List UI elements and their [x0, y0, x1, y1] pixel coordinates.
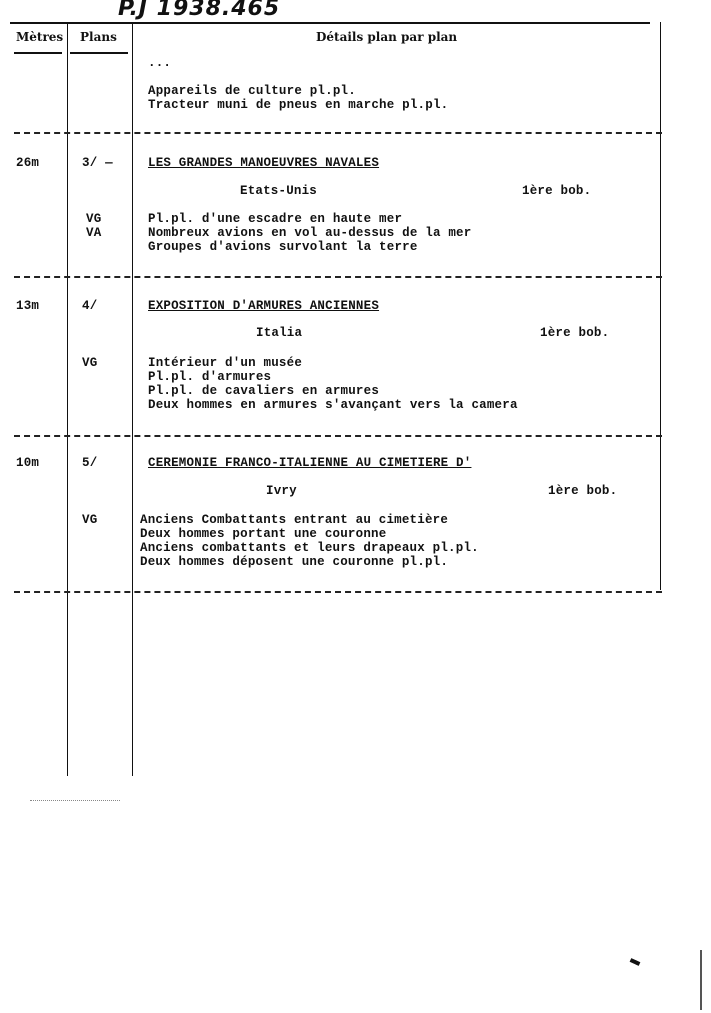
continuation-ellipsis: ... — [148, 56, 172, 70]
section-plan-number: 4/ — [82, 299, 98, 313]
shot-code: VA — [86, 226, 102, 240]
scan-mark — [30, 800, 120, 801]
shot-line: Anciens combattants et leurs drapeaux pl.pl. — [140, 541, 479, 555]
section-title: CEREMONIE FRANCO-ITALIENNE AU CIMETIERE D' — [148, 456, 472, 470]
shot-line: Groupes d'avions survolant la terre — [148, 240, 418, 254]
header-rule-metres — [14, 52, 62, 54]
right-border — [660, 22, 661, 590]
section-title: EXPOSITION D'ARMURES ANCIENNES — [148, 299, 380, 313]
section-country: Etats-Unis — [240, 184, 318, 198]
section-title: LES GRANDES MANOEUVRES NAVALES — [148, 156, 380, 170]
shot-line: Deux hommes en armures s'avançant vers la camera — [148, 398, 518, 412]
continuation-line: Tracteur muni de pneus en marche pl.pl. — [148, 98, 449, 112]
section-reel: 1ère bob. — [548, 484, 618, 498]
header-top-rule — [10, 22, 650, 24]
column-divider-plans — [132, 22, 133, 776]
section-separator — [14, 435, 662, 437]
shot-line: Nombreux avions en vol au-dessus de la mer — [148, 226, 472, 240]
column-header-details: Détails plan par plan — [316, 30, 458, 44]
section-country: Ivry — [266, 484, 297, 498]
column-divider-metres — [67, 22, 68, 776]
section-separator — [14, 591, 662, 593]
section-separator — [14, 276, 662, 278]
shot-line: Intérieur d'un musée — [148, 356, 303, 370]
section-reel: 1ère bob. — [540, 326, 610, 340]
shot-line: Deux hommes portant une couronne — [140, 527, 387, 541]
section-plan-number: 5/ — [82, 456, 98, 470]
shot-line: Anciens Combattants entrant au cimetière — [140, 513, 449, 527]
section-separator — [14, 132, 662, 134]
section-metres: 10m — [16, 456, 40, 470]
header-rule-plans — [70, 52, 128, 54]
scan-edge-mark — [700, 950, 702, 1010]
handwritten-reference: P.J 1938.465 — [118, 0, 281, 21]
column-header-plans: Plans — [80, 30, 117, 44]
shot-code: VG — [82, 513, 98, 527]
shot-code: VG — [82, 356, 98, 370]
shot-line: Pl.pl. de cavaliers en armures — [148, 384, 380, 398]
shot-line: Pl.pl. d'armures — [148, 370, 272, 384]
scan-mark — [630, 958, 641, 966]
column-header-metres: Mètres — [16, 30, 64, 44]
section-plan-number: 3/ — — [82, 156, 113, 170]
shot-line: Deux hommes déposent une couronne pl.pl. — [140, 555, 449, 569]
section-country: Italia — [256, 326, 303, 340]
section-reel: 1ère bob. — [522, 184, 592, 198]
section-metres: 26m — [16, 156, 40, 170]
shot-line: Pl.pl. d'une escadre en haute mer — [148, 212, 403, 226]
shot-code: VG — [86, 212, 102, 226]
section-metres: 13m — [16, 299, 40, 313]
continuation-line: Appareils de culture pl.pl. — [148, 84, 356, 98]
